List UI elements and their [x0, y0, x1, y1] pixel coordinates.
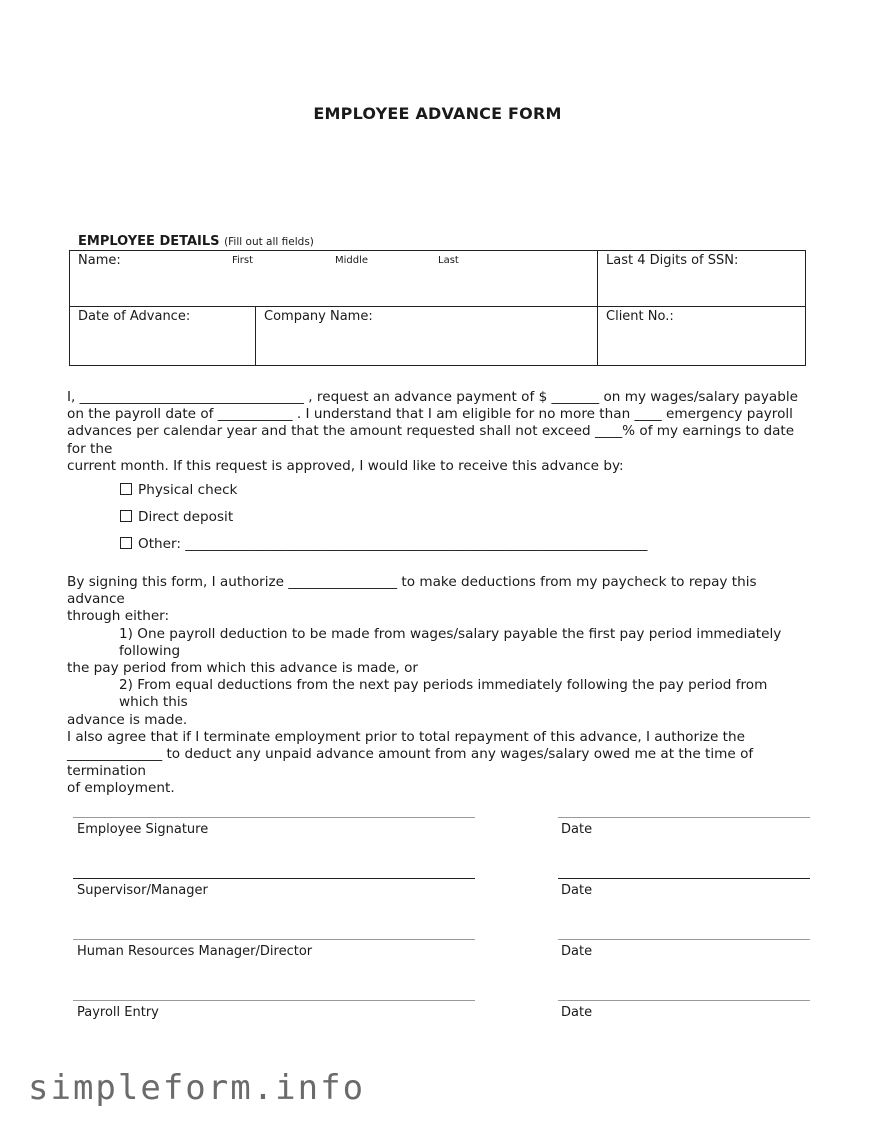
option-direct-deposit[interactable] [120, 509, 233, 525]
employee-signature-label: Employee Signature [77, 822, 209, 837]
employee-signature-line[interactable] [73, 817, 475, 818]
payroll-signature-line[interactable] [73, 1000, 475, 1001]
authorization-line: of employment. [67, 780, 175, 797]
option-label: Other: ____________________________________________________________________ [138, 536, 648, 552]
employee-details-table [69, 250, 806, 366]
request-line: I, _________________________________ , request an advance payment of $ _______ on my wages/salary payable [67, 389, 798, 405]
option-physical-check[interactable] [120, 482, 237, 498]
form-title: EMPLOYEE ADVANCE FORM [313, 104, 562, 123]
authorization-line: ______________ to deduct any unpaid advance amount from any wages/salary owed me at the time of termination [67, 746, 754, 780]
authorization-line: advance is made. [67, 711, 188, 728]
authorization-line: 2) From equal deductions from the next pay periods immediately following the pay period from which this [119, 677, 768, 711]
checkbox-icon[interactable] [120, 537, 132, 549]
employee-details-heading [78, 234, 314, 249]
hr-signature-label: Human Resources Manager/Director [77, 944, 313, 959]
date-label: Date [561, 822, 593, 837]
request-paragraph [67, 389, 807, 475]
middle-sublabel: Middle [335, 255, 369, 266]
first-sublabel: First [232, 255, 254, 266]
supervisor-signature-line[interactable] [73, 878, 475, 879]
option-label: Direct deposit [138, 509, 234, 525]
checkbox-icon[interactable] [120, 483, 132, 495]
request-line: advances per calendar year and that the amount requested shall not exceed ____% of my earnings to date for the [67, 423, 795, 457]
authorization-line: the pay period from which this advance is made, or [67, 660, 418, 677]
ssn-label: Last 4 Digits of SSN: [606, 253, 739, 268]
authorization-paragraph [67, 574, 807, 798]
hr-date-line[interactable] [558, 939, 810, 940]
request-line: on the payroll date of ___________ . I understand that I am eligible for no more than ____ emergency payroll [67, 406, 793, 423]
client-no-label: Client No.: [606, 309, 674, 324]
watermark: simpleform.info [28, 1068, 366, 1108]
name-cell[interactable] [69, 250, 598, 307]
date-of-advance-label: Date of Advance: [78, 309, 191, 324]
section-note: (Fill out all fields) [224, 236, 314, 248]
authorization-line: By signing this form, I authorize ________________ to make deductions from my paycheck to repay this advance [67, 574, 757, 608]
authorization-line: 1) One payroll deduction to be made from wages/salary payable the first pay period immediately following [119, 625, 782, 659]
checkbox-icon[interactable] [120, 510, 132, 522]
date-label: Date [561, 944, 593, 959]
authorization-line: through either: [67, 608, 170, 625]
date-of-advance-cell[interactable] [69, 306, 256, 366]
last-sublabel: Last [438, 255, 459, 266]
client-no-cell[interactable] [597, 306, 806, 366]
date-label: Date [561, 1005, 593, 1020]
supervisor-signature-label: Supervisor/Manager [77, 883, 208, 898]
hr-signature-line[interactable] [73, 939, 475, 940]
date-label: Date [561, 883, 593, 898]
authorization-line: I also agree that if I terminate employment prior to total repayment of this advance, I authorize the [67, 728, 745, 745]
ssn-cell[interactable] [597, 250, 806, 307]
payroll-date-line[interactable] [558, 1000, 810, 1001]
payroll-entry-label: Payroll Entry [77, 1005, 159, 1020]
company-name-label: Company Name: [264, 309, 373, 324]
company-name-cell[interactable] [255, 306, 598, 366]
supervisor-date-line[interactable] [558, 878, 810, 879]
option-other[interactable] [120, 536, 647, 552]
option-label: Physical check [138, 482, 238, 498]
name-label: Name: [78, 253, 121, 268]
request-line: current month. If this request is approved, I would like to receive this advance by: [67, 457, 624, 474]
section-title: EMPLOYEE DETAILS [78, 234, 220, 249]
employee-date-line[interactable] [558, 817, 810, 818]
